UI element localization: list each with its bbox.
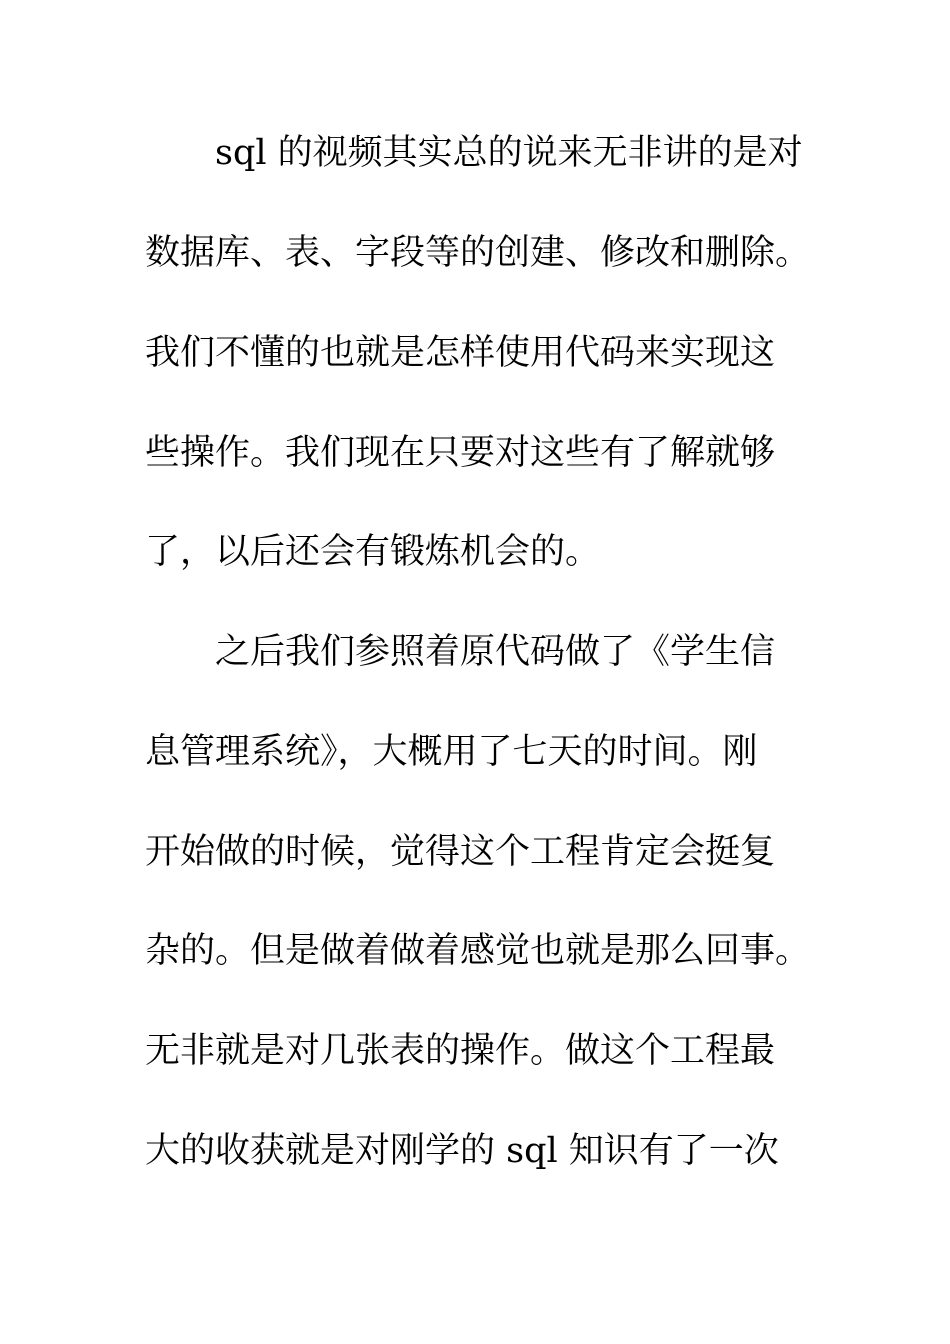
- text-line: 之后我们参照着原代码做了《学生信: [215, 632, 776, 672]
- text-line: sql 的视频其实总的说来无非讲的是对: [215, 133, 803, 173]
- text-line: 杂的。但是做着做着感觉也就是那么回事。: [145, 931, 811, 971]
- text-line: 开始做的时候，觉得这个工程肯定会挺复: [145, 832, 776, 872]
- text-line: 数据库、表、字段等的创建、修改和删除。: [145, 233, 811, 273]
- text-line: 些操作。我们现在只要对这些有了解就够: [145, 433, 776, 473]
- text-line: 大的收获就是对刚学的 sql 知识有了一次: [145, 1131, 779, 1171]
- text-line: 了，以后还会有锻炼机会的。: [145, 532, 601, 572]
- text-line: 息管理系统》，大概用了七天的时间。刚: [145, 732, 758, 772]
- text-line: 无非就是对几张表的操作。做这个工程最: [145, 1031, 776, 1071]
- text-line: 我们不懂的也就是怎样使用代码来实现这: [145, 333, 776, 373]
